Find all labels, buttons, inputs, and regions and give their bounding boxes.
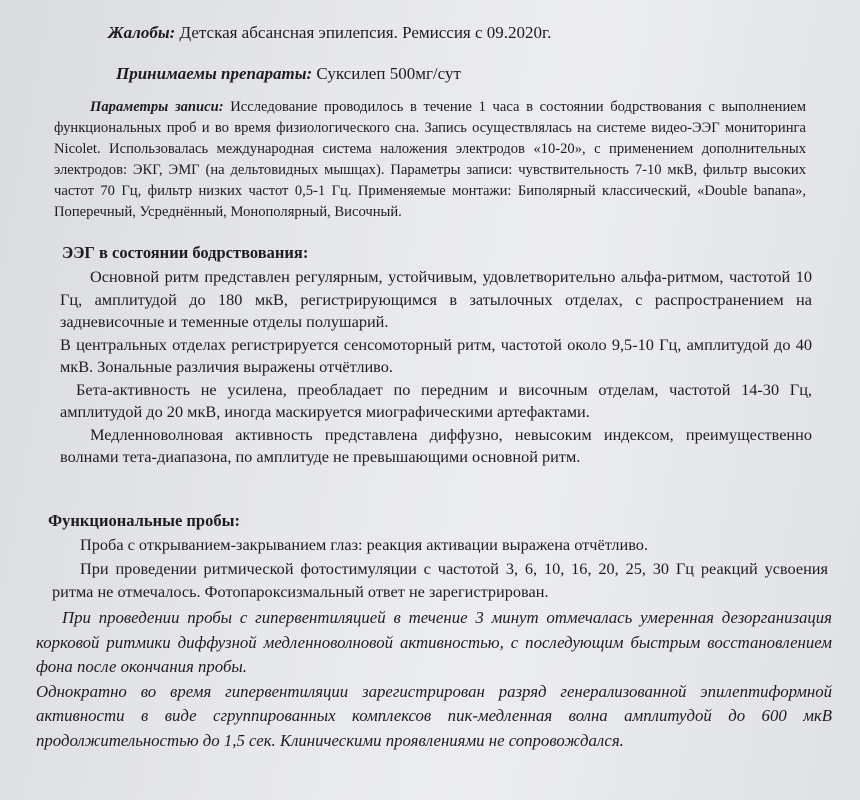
awake-paragraph-beta: Бета-активность не усилена, преобладает по передним и височным отделам, частотой 14-30 Гц, амплитудой до 20 мкВ, иногда маскируется миографическими артефактами. <box>60 379 812 421</box>
awake-paragraph-sensorimotor: В центральных отделах регистрируется сенсомоторный ритм, частотой около 9,5-10 Гц, амплитудой до 40 мкВ. Зональные различия выражены отчётливо. <box>60 334 812 376</box>
test-paragraph-discharge: Однократно во время гипервентиляции зарегистрирован разряд генерализованной эпилептиформной активности в виде сгруппированных комплексов пик-медленная волна амплитудой до 600 мкВ продолжительностью до 1,5 сек. Клиническими проявлениями не сопровождался. <box>36 681 832 750</box>
complaints-text: Детская абсансная эпилепсия. Ремиссия с 09.2020г. <box>175 23 552 42</box>
medications-text: Суксилеп 500мг/сут <box>312 64 461 83</box>
medications-label: Принимаемы препараты: <box>116 64 313 83</box>
test-paragraph-eyes: Проба с открыванием-закрыванием глаз: реакция активации выражена отчётливо. <box>80 535 649 554</box>
recording-params-label: Параметры записи: <box>90 99 224 115</box>
test-paragraph-photostimulation: При проведении ритмической фотостимуляции с частотой 3, 6, 10, 16, 20, 25, 30 Гц реакций усвоения ритма не отмечалось. Фотопароксизмальный ответ не зарегистрирован. <box>52 558 828 601</box>
awake-eeg-section <box>60 266 812 469</box>
functional-tests-italic-section <box>36 606 832 753</box>
complaints-line <box>108 22 808 44</box>
awake-paragraph-main-rhythm: Основной ритм представлен регулярным, устойчивым, удовлетворительно альфа-ритмом, частотой 10 Гц, амплитудой до 180 мкВ, регистрирующимся в затылочных отделах, с распространением на задневисочные и теменные отделы полушарий. <box>60 267 812 331</box>
complaints-label: Жалобы: <box>108 23 176 42</box>
awake-paragraph-slow-wave: Медленноволновая активность представлена диффузно, невысоким индексом, преимущественно волнами тета-диапазона, по амплитуде не превышающими основной ритм. <box>60 424 812 466</box>
recording-params-text: Исследование проводилось в течение 1 часа в состоянии бодрствования с выполнением функциональных проб и во время физиологического сна. Запись осуществлялась на системе видео-ЭЭГ мониторинга Nicolet. Использовалась международная система наложения электродов «10-20», с применением дополнительных электродов: ЭКГ, ЭМГ (на дельтовидных мышцах). Параметры записи: чувствительность 7-10 мкВ, фильтр высоких частот 70 Гц, фильтр низких частот 0,5-1 Гц. Применяемые монтажи: Биполярный классический, «Double banana», Поперечный, Усреднённый, Монополярный, Височный. <box>54 99 806 220</box>
medications-line <box>116 63 816 85</box>
test-paragraph-hyperventilation: При проведении пробы с гипервентиляцией в течение 3 минут отмечалась умеренная дезорганизация корковой ритмики диффузной медленноволновой активностью, с последующим быстрым восстановлением фона после окончания пробы. <box>36 608 832 676</box>
awake-eeg-heading: ЭЭГ в состоянии бодрствования: <box>62 243 309 262</box>
functional-tests-heading: Функциональные пробы: <box>48 511 240 530</box>
recording-params-paragraph <box>54 97 806 223</box>
functional-tests-section <box>52 533 828 604</box>
